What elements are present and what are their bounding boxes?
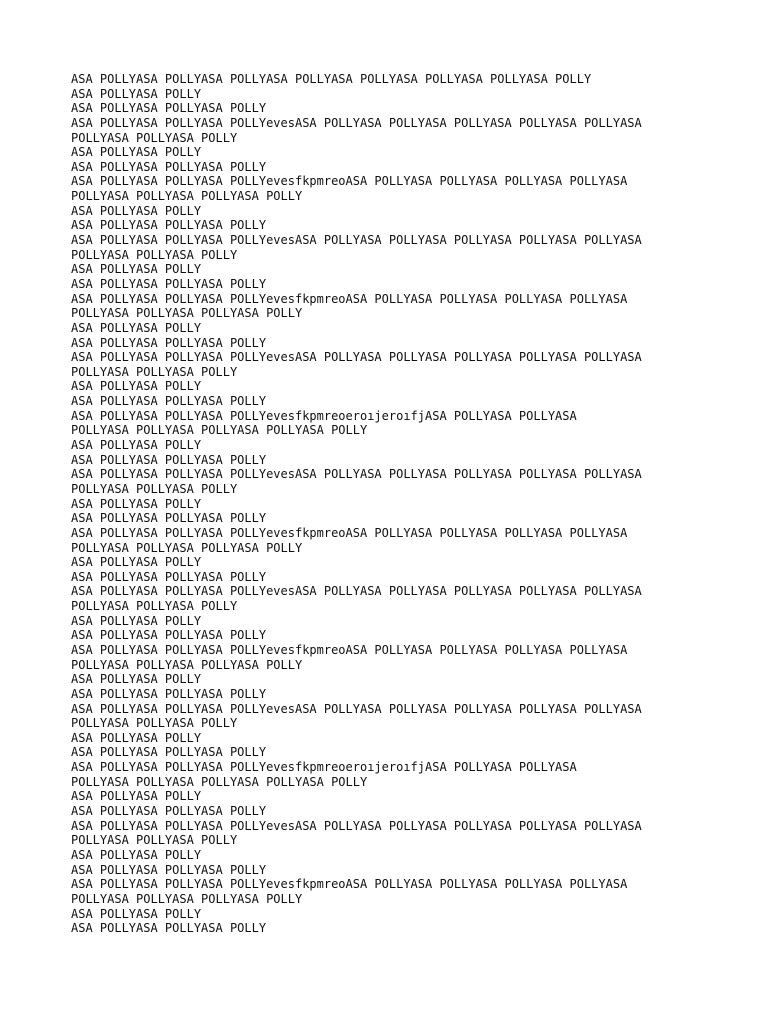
- text-line: POLLYASA POLLYASA POLLYASA POLLY: [71, 189, 303, 204]
- text-line: ASA POLLYASA POLLYASA POLLYevesfkpmreoASA POLLYASA POLLYASA POLLYASA POLLYASA: [71, 642, 628, 657]
- text-line: ASA POLLYASA POLLYASA POLLY: [71, 159, 267, 174]
- text-line: ASA POLLYASA POLLYASA POLLY: [71, 686, 267, 701]
- text-line: ASA POLLYASA POLLY: [71, 145, 202, 160]
- text-line: ASA POLLYASA POLLY: [71, 555, 202, 570]
- text-line: POLLYASA POLLYASA POLLY: [71, 364, 238, 379]
- text-line: POLLYASA POLLYASA POLLY: [71, 481, 238, 496]
- text-line: POLLYASA POLLYASA POLLY: [71, 833, 238, 848]
- text-line: ASA POLLYASA POLLYASA POLLY: [71, 745, 267, 760]
- text-line: ASA POLLYASA POLLYASA POLLY: [71, 218, 267, 233]
- text-line: ASA POLLYASA POLLYASA POLLY: [71, 511, 267, 526]
- text-line: POLLYASA POLLYASA POLLYASA POLLY: [71, 891, 303, 906]
- text-line: ASA POLLYASA POLLYASA POLLY: [71, 276, 267, 291]
- text-line: ASA POLLYASA POLLYASA POLLYevesfkpmreoASA POLLYASA POLLYASA POLLYASA POLLYASA: [71, 174, 628, 189]
- text-line: ASA POLLYASA POLLYASA POLLY: [71, 804, 267, 819]
- text-line: ASA POLLYASA POLLY: [71, 438, 202, 453]
- text-line: ASA POLLYASA POLLYASA POLLYevesfkpmreoeroıjeroıfjASA POLLYASA POLLYASA: [71, 760, 577, 775]
- text-line: POLLYASA POLLYASA POLLY: [71, 130, 238, 145]
- text-line: ASA POLLYASA POLLYASA POLLYASA POLLYASA POLLYASA POLLYASA POLLYASA POLLY: [71, 72, 592, 86]
- text-line: POLLYASA POLLYASA POLLYASA POLLY: [71, 540, 303, 555]
- text-line: ASA POLLYASA POLLYASA POLLY: [71, 921, 267, 936]
- text-line: ASA POLLYASA POLLY: [71, 262, 202, 277]
- text-line: ASA POLLYASA POLLYASA POLLYevesASA POLLYASA POLLYASA POLLYASA POLLYASA POLLYASA: [71, 467, 642, 482]
- text-line: POLLYASA POLLYASA POLLYASA POLLY: [71, 657, 303, 672]
- text-line: ASA POLLYASA POLLY: [71, 496, 202, 511]
- text-line: ASA POLLYASA POLLY: [71, 906, 202, 921]
- text-line: ASA POLLYASA POLLYASA POLLYevesASA POLLYASA POLLYASA POLLYASA POLLYASA POLLYASA: [71, 818, 642, 833]
- text-line: ASA POLLYASA POLLYASA POLLY: [71, 862, 267, 877]
- text-line: ASA POLLYASA POLLY: [71, 379, 202, 394]
- text-line: ASA POLLYASA POLLYASA POLLYevesASA POLLYASA POLLYASA POLLYASA POLLYASA POLLYASA: [71, 115, 642, 130]
- text-line: ASA POLLYASA POLLYASA POLLYevesASA POLLYASA POLLYASA POLLYASA POLLYASA POLLYASA: [71, 350, 642, 365]
- text-line: ASA POLLYASA POLLY: [71, 789, 202, 804]
- text-line: POLLYASA POLLYASA POLLYASA POLLY: [71, 306, 303, 321]
- text-line: ASA POLLYASA POLLYASA POLLY: [71, 628, 267, 643]
- text-line: ASA POLLYASA POLLYASA POLLYevesfkpmreoASA POLLYASA POLLYASA POLLYASA POLLYASA: [71, 525, 628, 540]
- text-line: ASA POLLYASA POLLYASA POLLY: [71, 335, 267, 350]
- text-line: ASA POLLYASA POLLY: [71, 613, 202, 628]
- text-line: POLLYASA POLLYASA POLLYASA POLLYASA POLLY: [71, 774, 368, 789]
- text-line: ASA POLLYASA POLLYASA POLLYevesfkpmreoASA POLLYASA POLLYASA POLLYASA POLLYASA: [71, 877, 628, 892]
- text-line: POLLYASA POLLYASA POLLY: [71, 716, 238, 731]
- text-line: ASA POLLYASA POLLY: [71, 672, 202, 687]
- text-line: ASA POLLYASA POLLYASA POLLY: [71, 452, 267, 467]
- text-line: ASA POLLYASA POLLYASA POLLY: [71, 569, 267, 584]
- text-line: ASA POLLYASA POLLY: [71, 730, 202, 745]
- text-line: ASA POLLYASA POLLYASA POLLYevesASA POLLYASA POLLYASA POLLYASA POLLYASA POLLYASA: [71, 701, 642, 716]
- text-line: ASA POLLYASA POLLYASA POLLYevesASA POLLYASA POLLYASA POLLYASA POLLYASA POLLYASA: [71, 584, 642, 599]
- text-line: ASA POLLYASA POLLYASA POLLYevesfkpmreoASA POLLYASA POLLYASA POLLYASA POLLYASA: [71, 291, 628, 306]
- text-line: POLLYASA POLLYASA POLLY: [71, 247, 238, 262]
- text-line: ASA POLLYASA POLLYASA POLLY: [71, 394, 267, 409]
- text-line: ASA POLLYASA POLLYASA POLLYevesfkpmreoeroıjeroıfjASA POLLYASA POLLYASA: [71, 408, 577, 423]
- text-line: ASA POLLYASA POLLYASA POLLYevesASA POLLYASA POLLYASA POLLYASA POLLYASA POLLYASA: [71, 233, 642, 248]
- text-line: POLLYASA POLLYASA POLLYASA POLLYASA POLLY: [71, 423, 368, 438]
- text-line: ASA POLLYASA POLLY: [71, 847, 202, 862]
- text-line: ASA POLLYASA POLLYASA POLLY: [71, 101, 267, 116]
- text-line: ASA POLLYASA POLLY: [71, 86, 202, 101]
- text-line: POLLYASA POLLYASA POLLY: [71, 599, 238, 614]
- document-page: [71, 72, 731, 936]
- text-line: ASA POLLYASA POLLY: [71, 320, 202, 335]
- text-line: ASA POLLYASA POLLY: [71, 203, 202, 218]
